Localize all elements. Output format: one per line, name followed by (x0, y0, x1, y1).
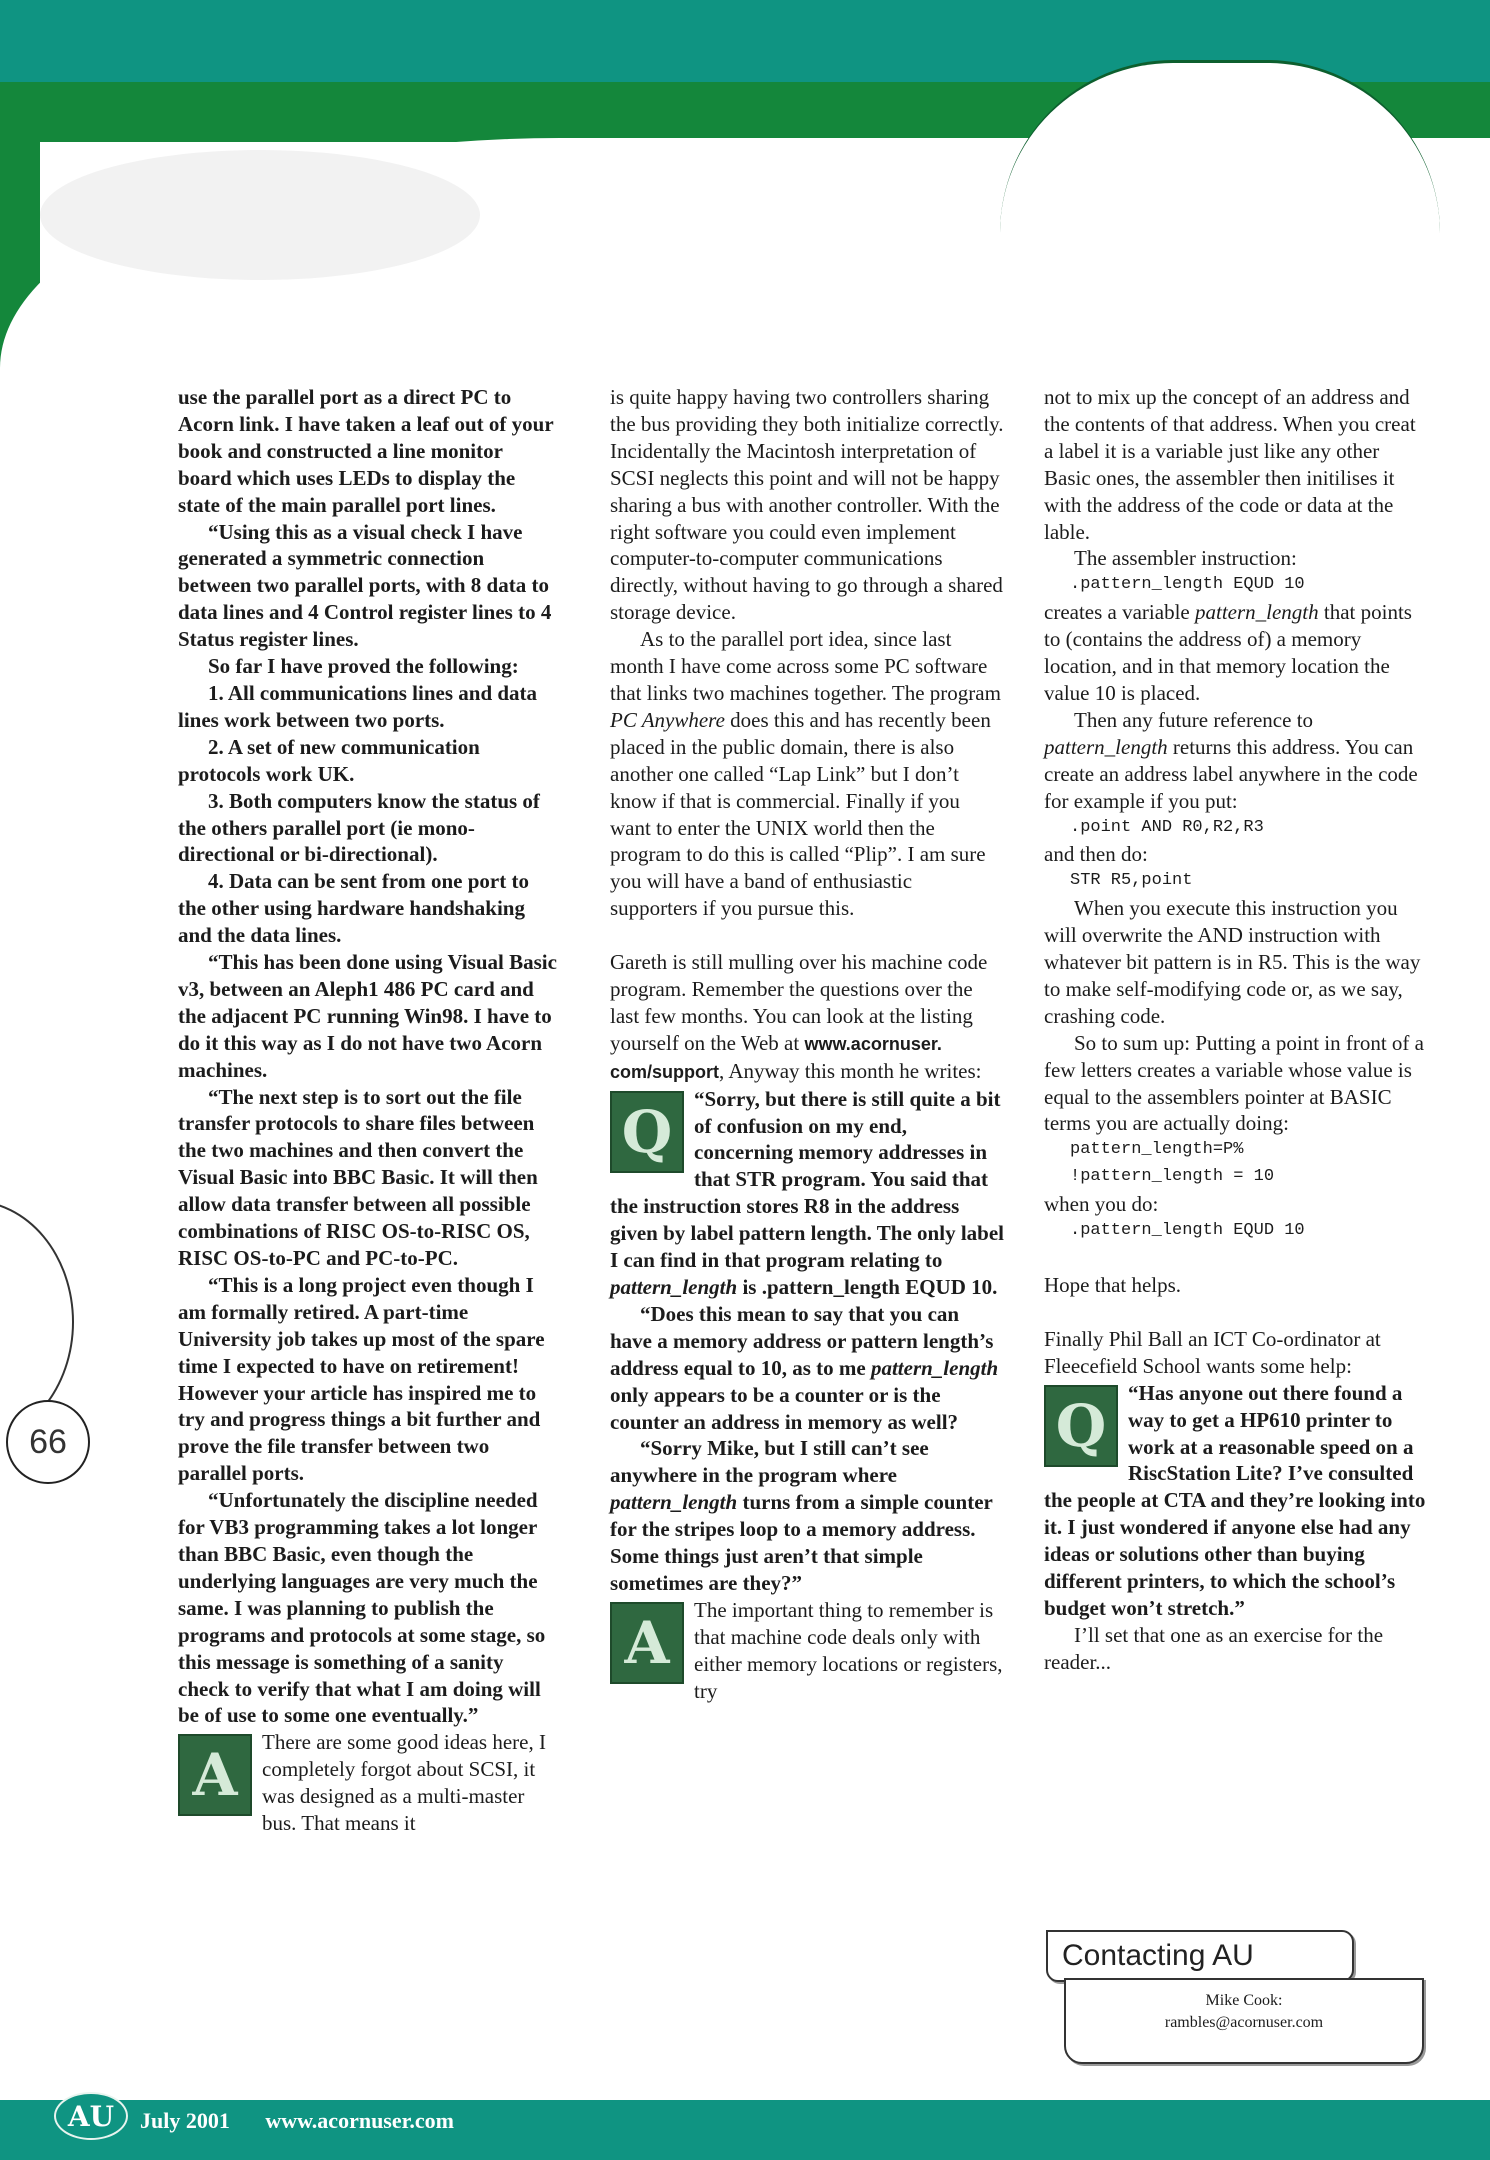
text-run: creates a variable (1044, 600, 1195, 625)
paragraph: So to sum up: Putting a point in front of a few letters creates a variable whose value is equal to the assemblers pointer at BASIC terms you are actually doing: (1044, 1030, 1424, 1136)
text-run: , Anyway this month he writes: (719, 1058, 982, 1083)
answer-a-icon: A (610, 1602, 684, 1684)
paragraph: not to mix up the concept of an address and the contents of that address. When you creat a label it is a variable just like any other Basic ones, the assembler then initilises it with the address of the code or data at the lable. (1044, 385, 1416, 544)
code-term: pattern_length (1044, 734, 1168, 759)
paragraph: “The next step is to sort out the file transfer protocols to share files between the two machines and then convert the Visual Basic into BBC Basic. It will then allow data transfer between all possible combinations of RISC OS-to-RISC OS, RISC OS-to-PC and PC-to-PC. (178, 1084, 538, 1270)
question-block (610, 1086, 1004, 1597)
paragraph: I’ll set that one as an exercise for the reader... (1044, 1622, 1384, 1674)
paragraph: “This is a long project even though I am formally retired. A part-time University job takes up most of the spare time I expected to have on retirement! However your article has inspired me to try and progress things a bit further and prove the file transfer between two parallel ports. (178, 1272, 545, 1486)
code-term: pattern_length (610, 1490, 738, 1515)
question-text (610, 1301, 1004, 1436)
code-line: STR R5,point (1070, 871, 1193, 891)
answer-a-icon: A (178, 1734, 252, 1816)
question-block (1044, 1380, 1428, 1622)
question-text: “Has anyone out there found a way to get a HP610 printer to work at a reasonable speed on a RiscStation Lite? I’ve consulted the people at CTA and they’re looking into it. I just wondered if anyone else had any ideas or solutions other than buying different printers, to which the school’s budget won’t stretch.” (1044, 1380, 1426, 1620)
paragraph: “Using this as a visual check I have generated a symmetric connection between two parallel ports, with 8 data to data lines and 4 Control register lines to 4 Status register lines. (178, 519, 552, 652)
answer-block (610, 1597, 1004, 1705)
paragraph: “Unfortunately the discipline needed for VB3 programming takes a lot longer than BBC Basic, even though the underlying languages are very much the same. I was planning to publish the programs and protocols at some stage, so this message is something of a sanity check to verify that what I am doing will be of use to some one eventually.” (178, 1488, 546, 1728)
column-right (1044, 384, 1428, 1676)
code-line: .point AND R0,R2,R3 (1070, 817, 1264, 837)
text-run: “Sorry, but there is still quite a bit of confusion on my end, concerning memory addresses in that STR program. You said that the instruction stores R8 in the address given by label pattern length. The only label I can find in that program relating to (610, 1086, 1004, 1273)
code-line: !pattern_length = 10 (1070, 1167, 1275, 1187)
faded-section-logo (40, 150, 480, 280)
contact-email[interactable]: rambles@acornuser.com (1164, 2014, 1324, 2031)
column-middle (610, 384, 1004, 1705)
text-run: does this and has recently been placed in the public domain, there is also another one called “Lap Link” but I don’t know if that is commercial. Finally if you want to enter the UNIX world then the program to do this is called “Plip”. I am sure you will have a band of enthusiastic supporters if you pursue this. (610, 707, 991, 921)
code-line: .pattern_length EQUD 10 (1070, 575, 1305, 595)
paragraph: “This has been done using Visual Basic v3, between an Aleph1 486 PC card and the adjacent PC running Win98. I have to do it this way as I do not have two Acorn machines. (178, 950, 557, 1082)
paragraph: Finally Phil Ball an ICT Co-ordinator at Fleecefield School wants some help: (1044, 1326, 1381, 1378)
list-item: 1. All communications lines and data lines work between two ports. (178, 680, 538, 732)
program-name: PC Anywhere (610, 707, 725, 732)
paragraph: The assembler instruction: (1074, 546, 1297, 571)
contact-box (1064, 1978, 1424, 2064)
text-run: Gareth is still mulling over his machine code program. Remember the questions over the last few months. You can look at the listing yourself on the Web at (610, 950, 988, 1055)
list-item: 4. Data can be sent from one port to the other using hardware handshaking and the data lines. (178, 869, 529, 948)
paragraph: When you execute this instruction you will overwrite the AND instruction with whatever bit pattern is in R5. This is the way to make self-modifying code or, as we say, crashing code. (1044, 896, 1421, 1028)
code-line: pattern_length=P% (1070, 1140, 1244, 1160)
code-term: pattern_length (870, 1355, 999, 1380)
paragraph (1044, 599, 1428, 707)
code-term: pattern_length (610, 1275, 738, 1299)
support-link[interactable]: www.acornuser. com/support (610, 1033, 942, 1082)
contact-heading: Contacting AU (1046, 1930, 1354, 1982)
code-line: .pattern_length EQUD 10 (1070, 1221, 1305, 1241)
paragraph (610, 949, 1004, 1086)
column-left (178, 384, 558, 1837)
paragraph: So far I have proved the following: (208, 654, 519, 679)
text-run: only appears to be a counter or is the counter an address in memory as well? (610, 1382, 959, 1434)
question-q-icon: Q (610, 1091, 684, 1173)
list-item: 2. A set of new communication protocols work UK. (178, 734, 480, 786)
text-run: is .pattern_length EQUD 10. (737, 1275, 998, 1299)
paragraph: when you do: (1044, 1192, 1159, 1217)
code-term: pattern_length (1194, 600, 1319, 625)
text-run: As to the parallel port idea, since last month I have come across some PC software that links two machines together. The program (610, 627, 1001, 705)
au-logo: AU (54, 2092, 128, 2140)
text-run: that points to (contains the address of) a memory location, and in that memory location the value 10 is placed. (1044, 600, 1412, 705)
answer-text: The important thing to remember is that machine code deals only with either memory locations or registers, try (694, 1597, 1003, 1703)
website-link[interactable]: www.acornuser.com (265, 2108, 454, 2133)
text-run: returns this address. You can create an address label anywhere in the code for example if you put: (1044, 734, 1418, 813)
contact-name: Mike Cook: (1205, 1992, 1283, 2009)
list-item: 3. Both computers know the status of the others parallel port (ie mono-directional or bi-directional). (178, 788, 540, 867)
text-run: “Sorry Mike, but I still can’t see anywhere in the program where (610, 1436, 929, 1488)
page-number: 66 (6, 1400, 90, 1484)
question-text (610, 1435, 1004, 1596)
paragraph: use the parallel port as a direct PC to Acorn link. I have taken a leaf out of your book and constructed a line monitor board which uses LEDs to display the state of the main parallel port lines. (178, 385, 554, 517)
paragraph: is quite happy having two controllers sharing the bus providing they both initialize correctly. Incidentally the Macintosh interpretation of SCSI neglects this point and will not be happy sharing a bus with another controller. With the right software you could even implement computer-to-computer communications directly, without having to go through a shared storage device. (610, 385, 1004, 625)
text-run: turns from a simple counter for the stripes loop to a memory address. Some things just aren’t that simple sometimes are they?” (610, 1490, 993, 1595)
footer-info (140, 2100, 484, 2142)
text-run: “Does this mean to say that you can have a memory address or pattern length’s address equal to 10, as to me (610, 1301, 994, 1380)
paragraph: Hope that helps. (1044, 1273, 1182, 1297)
text-run: Then any future reference to (1074, 707, 1314, 732)
paragraph (610, 626, 1004, 922)
paragraph: and then do: (1044, 842, 1148, 867)
answer-text: There are some good ideas here, I completely forgot about SCSI, it was designed as a multi-master bus. That means it (262, 1730, 546, 1836)
question-q-icon: Q (1044, 1385, 1118, 1467)
answer-block (178, 1729, 558, 1837)
issue-date: July 2001 (140, 2108, 230, 2133)
paragraph (1044, 707, 1428, 815)
